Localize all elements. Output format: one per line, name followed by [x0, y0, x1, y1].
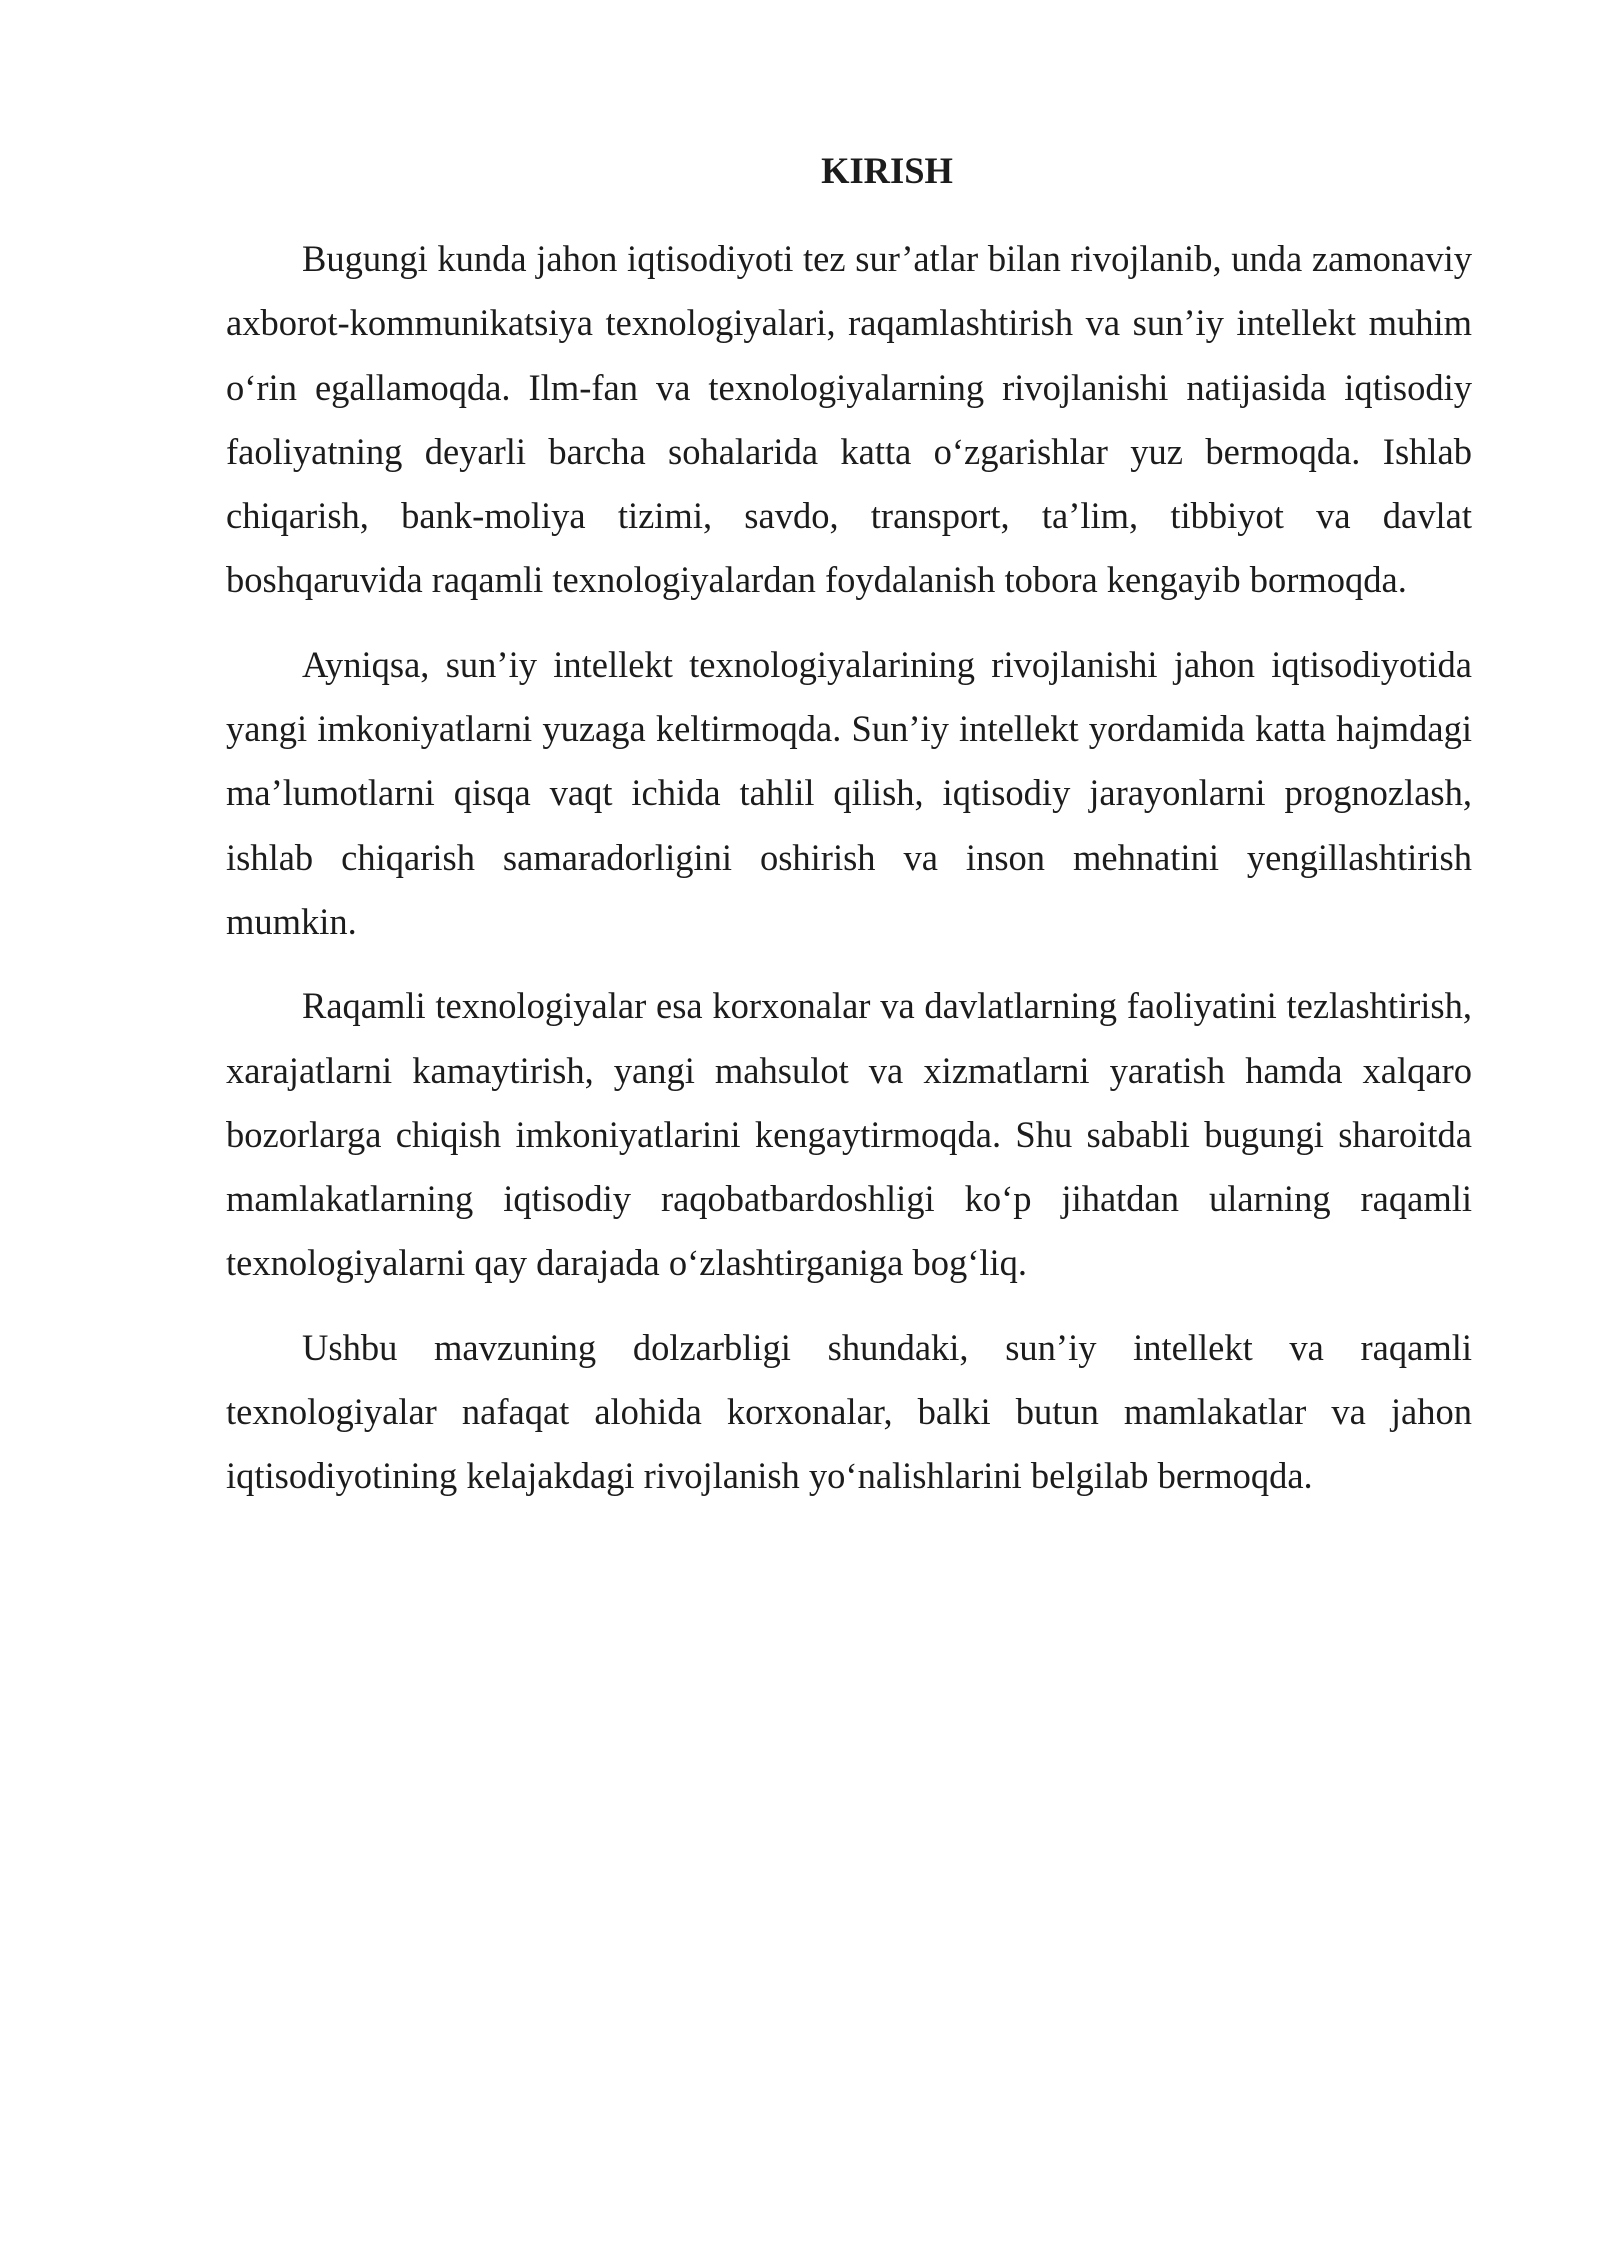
- paragraph-4: Ushbu mavzuning dolzarbligi shundaki, sun’iy intellekt va raqamli texnologiyalar nafaqat alohida korxonalar, balki butun mamlakatlar va jahon iqtisodiyotining kelajakdagi rivojlanish yo‘nalishlarini belgilab bermoqda.: [226, 1326, 1472, 1497]
- paragraph-3: Raqamli texnologiyalar esa korxonalar va davlatlarning faoliyatini tezlashtirish, xarajatlarni kamaytirish, yangi mahsulot va xizmatlarni yaratish hamda xalqaro bozorlarga chiqish imkoniyatlarini kengaytirmoqda. Shu sababli bugungi sharoitda mamlakatlarning iqtisodiy raqobatbardoshligi ko‘p jihatdan ularning raqamli texnologiyalarni qay darajada o‘zlashtirganiga bog‘liq.: [226, 985, 1472, 1284]
- section-title: KIRISH: [821, 150, 953, 191]
- paragraph-1: Bugungi kunda jahon iqtisodiyoti tez sur’atlar bilan rivojlanib, unda zamonaviy axborot-kommunikatsiya texnologiyalari, raqamlashtirish va sun’iy intellekt muhim o‘rin egallamoqda. Ilm-fan va texnologiyalarning rivojlanishi natijasida iqtisodiy faoliyatning deyarli barcha sohalarida katta o‘zgarishlar yuz bermoqda. Ishlab chiqarish, bank-moliya tizimi, savdo, transport, ta’lim, tibbiyot va davlat boshqaruvida raqamli texnologiyalardan foydalanish tobora kengayib bormoqda.: [226, 238, 1472, 601]
- paragraph-2: Ayniqsa, sun’iy intellekt texnologiyalarining rivojlanishi jahon iqtisodiyotida yangi imkoniyatlarni yuzaga keltirmoqda. Sun’iy intellekt yordamida katta hajmdagi ma’lumotlarni qisqa vaqt ichida tahlil qilish, iqtisodiy jarayonlarni prognozlash, ishlab chiqarish samaradorligini oshirish va inson mehnatini yengillashtirish mumkin.: [226, 643, 1472, 942]
